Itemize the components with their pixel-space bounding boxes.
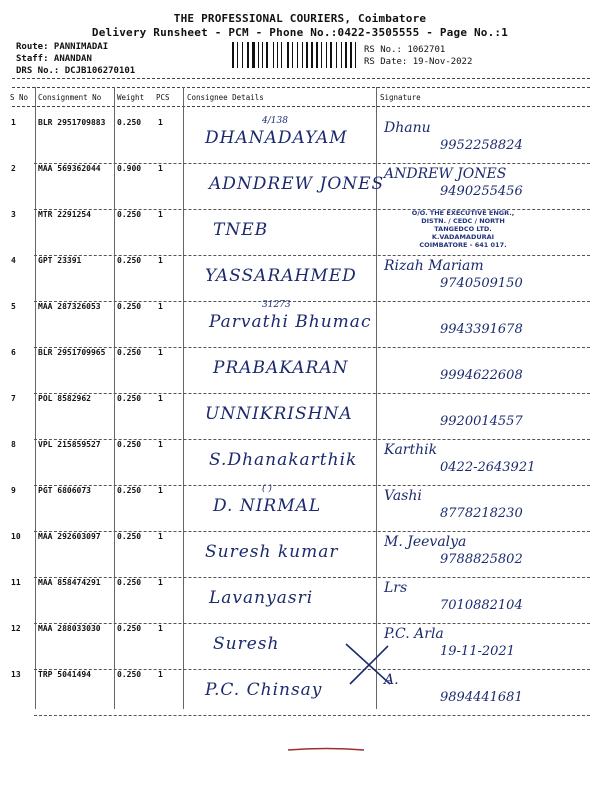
recipient-phone: 8778218230 [440, 506, 523, 521]
recipient-signature: M. Jeevalya [384, 534, 467, 550]
consignee-name: TNEB [213, 220, 269, 240]
barcode-bar [336, 42, 337, 68]
barcode-bar [316, 42, 319, 68]
barcode-bar [269, 42, 272, 68]
barcode-bar [350, 42, 353, 68]
weight-value: 0.250 [117, 394, 142, 403]
col-pcs: PCS [156, 93, 170, 102]
staff: Staff: ANANDAN [16, 54, 92, 64]
table-row [0, 164, 600, 210]
barcode-bar [302, 42, 303, 68]
weight-value: 0.250 [117, 118, 142, 127]
consignment-number: MAA 292603097 [38, 532, 101, 541]
consignment-number: GPT 23391 [38, 256, 82, 265]
barcode-bar [258, 42, 259, 68]
row-sno: 6 [11, 348, 16, 357]
barcode-bar [242, 42, 243, 68]
consignment-number: BLR 2951709883 [38, 118, 106, 127]
consignment-number: VPL 215859527 [38, 440, 101, 449]
barcode-bar [252, 42, 255, 68]
barcode-bar [287, 42, 289, 68]
pcs-value: 1 [158, 348, 163, 357]
pcs-value: 1 [158, 578, 163, 587]
barcode-bar [355, 42, 356, 68]
recipient-phone: 0422-2643921 [440, 460, 536, 475]
barcode-bar [281, 42, 282, 68]
weight-value: 0.250 [117, 256, 142, 265]
barcode-bar [260, 42, 262, 68]
barcode-bar [306, 42, 308, 68]
table-row [0, 578, 600, 624]
row-sno: 3 [11, 210, 16, 219]
recipient-phone: 9952258824 [440, 138, 523, 153]
consignee-name: Lavanyasri [209, 588, 314, 608]
table-row [0, 486, 600, 532]
pcs-value: 1 [158, 164, 163, 173]
barcode-bar [348, 42, 349, 68]
barcode-bar [275, 42, 276, 68]
consignee-note: 4/138 [262, 116, 288, 126]
barcode-bar [266, 42, 268, 68]
table-row [0, 118, 600, 164]
recipient-signature: P.C. Arla [384, 626, 444, 642]
rs-date: RS Date: 19-Nov-2022 [364, 57, 473, 67]
recipient-signature: ANDREW JONES [384, 166, 507, 182]
barcode-bar [262, 42, 263, 68]
consignment-number: MAA 288033030 [38, 624, 101, 633]
consignment-number: MTR 2291254 [38, 210, 91, 219]
stamp-line: TANGEDCO LTD. [434, 225, 492, 233]
row-sno: 7 [11, 394, 16, 403]
recipient-phone: 9894441681 [440, 690, 523, 705]
weight-value: 0.250 [117, 440, 142, 449]
barcode-bar [330, 42, 332, 68]
stamp-line: COIMBATORE - 641 017. [419, 241, 507, 249]
consignee-note: ( ) [262, 484, 272, 494]
table-row [0, 348, 600, 394]
recipient-phone: 9943391678 [440, 322, 523, 337]
consignment-number: TRP 5041494 [38, 670, 91, 679]
col-weight: Weight [117, 93, 145, 102]
row-sno: 12 [11, 624, 21, 633]
barcode-bar [326, 42, 327, 68]
office-stamp [404, 209, 522, 257]
runsheet-subtitle: Delivery Runsheet - PCM - Phone No.:0422-3505555 - Page No.:1 [91, 26, 509, 39]
consignment-number: MAA 858474291 [38, 578, 101, 587]
consignment-number: MAA 569362044 [38, 164, 101, 173]
route: Route: PANNIMADAI [16, 42, 109, 52]
weight-value: 0.250 [117, 532, 142, 541]
consignee-name: ADNDREW JONES [209, 174, 385, 194]
table-row [0, 440, 600, 486]
consignment-number: BLR 2951709965 [38, 348, 106, 357]
barcode-bar [298, 42, 301, 68]
barcode-bar [333, 42, 336, 68]
drs-number: DRS No.: DCJB106270101 [16, 66, 136, 76]
pen-mark [286, 746, 366, 754]
row-sno: 11 [11, 578, 21, 587]
pcs-value: 1 [158, 302, 163, 311]
weight-value: 0.250 [117, 210, 142, 219]
barcode-bar [357, 42, 359, 68]
barcode-bar [321, 42, 322, 68]
weight-value: 0.250 [117, 670, 142, 679]
barcode-bar [353, 42, 354, 68]
row-sno: 1 [11, 118, 16, 127]
table-header [0, 93, 600, 105]
recipient-phone: 9740509150 [440, 276, 523, 291]
recipient-phone: 9920014557 [440, 414, 523, 429]
consignment-number: POL 8582962 [38, 394, 91, 403]
barcode-bar [314, 42, 315, 68]
pcs-value: 1 [158, 486, 163, 495]
recipient-phone: 9788825802 [440, 552, 523, 567]
pcs-value: 1 [158, 394, 163, 403]
row-sno: 2 [11, 164, 16, 173]
weight-value: 0.250 [117, 302, 142, 311]
barcode-bar [239, 42, 242, 68]
barcode-bar [343, 42, 344, 68]
consignee-name: S.Dhanakarthik [209, 450, 358, 470]
barcode-bar [283, 42, 286, 68]
table-row [0, 256, 600, 302]
recipient-phone: 19-11-2021 [440, 644, 515, 659]
table-row [0, 624, 600, 670]
col-signature: Signature [380, 93, 421, 102]
barcode-bar [292, 42, 293, 68]
pcs-value: 1 [158, 118, 163, 127]
column-rule [12, 106, 590, 107]
recipient-signature: Rizah Mariam [384, 258, 484, 274]
barcode [232, 42, 360, 68]
row-sno: 10 [11, 532, 21, 541]
recipient-phone: 9994622608 [440, 368, 523, 383]
weight-value: 0.250 [117, 348, 142, 357]
barcode-bar [323, 42, 325, 68]
consignee-name: D. NIRMAL [213, 496, 322, 516]
barcode-bar [290, 42, 291, 68]
col-consignment: Consignment No [38, 93, 102, 102]
barcode-bar [273, 42, 274, 68]
barcode-bar [304, 42, 305, 68]
barcode-bar [328, 42, 329, 68]
pcs-value: 1 [158, 440, 163, 449]
recipient-signature: Lrs [384, 580, 408, 596]
consignee-name: P.C. Chinsay [205, 680, 323, 700]
consignee-name: Suresh kumar [205, 542, 339, 562]
col-sno: S No [10, 93, 29, 102]
consignee-note: 31273 [262, 300, 291, 310]
consignee-name: UNNIKRISHNA [205, 404, 353, 424]
barcode-bar [250, 42, 251, 68]
rs-info [364, 44, 472, 68]
consignment-number: MAA 287326053 [38, 302, 101, 311]
route-info [16, 41, 135, 77]
stamp-line: O/O. THE EXECUTIVE ENGR., [411, 209, 515, 217]
row-sno: 8 [11, 440, 16, 449]
pcs-value: 1 [158, 532, 163, 541]
barcode-bar [338, 42, 340, 68]
row-sno: 5 [11, 302, 16, 311]
barcode-bar [311, 42, 313, 68]
barcode-bar [237, 42, 238, 68]
barcode-bar [277, 42, 279, 68]
barcode-bar [294, 42, 296, 68]
consignee-name: DHANADAYAM [205, 128, 348, 148]
weight-value: 0.250 [117, 486, 142, 495]
weight-value: 0.250 [117, 624, 142, 633]
barcode-bar [264, 42, 265, 68]
pcs-value: 1 [158, 210, 163, 219]
table-row [0, 394, 600, 440]
barcode-bar [235, 42, 236, 68]
header-rule-2 [12, 87, 590, 88]
row-sno: 9 [11, 486, 16, 495]
consignee-name: YASSARAHMED [205, 266, 357, 286]
pcs-value: 1 [158, 670, 163, 679]
weight-value: 0.250 [117, 578, 142, 587]
consignee-name: Suresh [213, 634, 280, 654]
cross-mark [342, 640, 394, 688]
barcode-bar [279, 42, 280, 68]
barcode-bar [319, 42, 320, 68]
row-divider [34, 715, 590, 716]
company-title: THE PROFESSIONAL COURIERS, Coimbatore [173, 12, 427, 25]
barcode-bar [297, 42, 298, 68]
recipient-phone: 9490255456 [440, 184, 523, 199]
row-sno: 4 [11, 256, 16, 265]
row-sno: 13 [11, 670, 21, 679]
barcode-bar [341, 42, 342, 68]
recipient-signature: A. [384, 672, 399, 688]
barcode-bar [247, 42, 249, 68]
recipient-signature: Dhanu [384, 120, 431, 136]
stamp-line: DISTN. / CEDC / NORTH [421, 217, 505, 225]
table-row [0, 532, 600, 578]
table-row [0, 302, 600, 348]
barcode-bar [244, 42, 246, 68]
pcs-value: 1 [158, 256, 163, 265]
recipient-signature: Vashi [384, 488, 422, 504]
recipient-phone: 7010882104 [440, 598, 523, 613]
consignee-name: PRABAKARAN [213, 358, 349, 378]
consignment-number: PGT 6806073 [38, 486, 91, 495]
pcs-value: 1 [158, 624, 163, 633]
weight-value: 0.900 [117, 164, 142, 173]
table-row [0, 670, 600, 716]
barcode-bar [232, 42, 234, 68]
recipient-signature: Karthik [384, 442, 438, 458]
barcode-bar [309, 42, 310, 68]
header-rule [12, 78, 590, 79]
col-consignee: Consignee Details [187, 93, 264, 102]
consignee-name: Parvathi Bhumac [209, 312, 372, 332]
rs-number: RS No.: 1062701 [364, 45, 446, 55]
barcode-bar [256, 42, 257, 68]
barcode-bar [345, 42, 347, 68]
stamp-line: K.VADAMADURAI [431, 233, 495, 241]
